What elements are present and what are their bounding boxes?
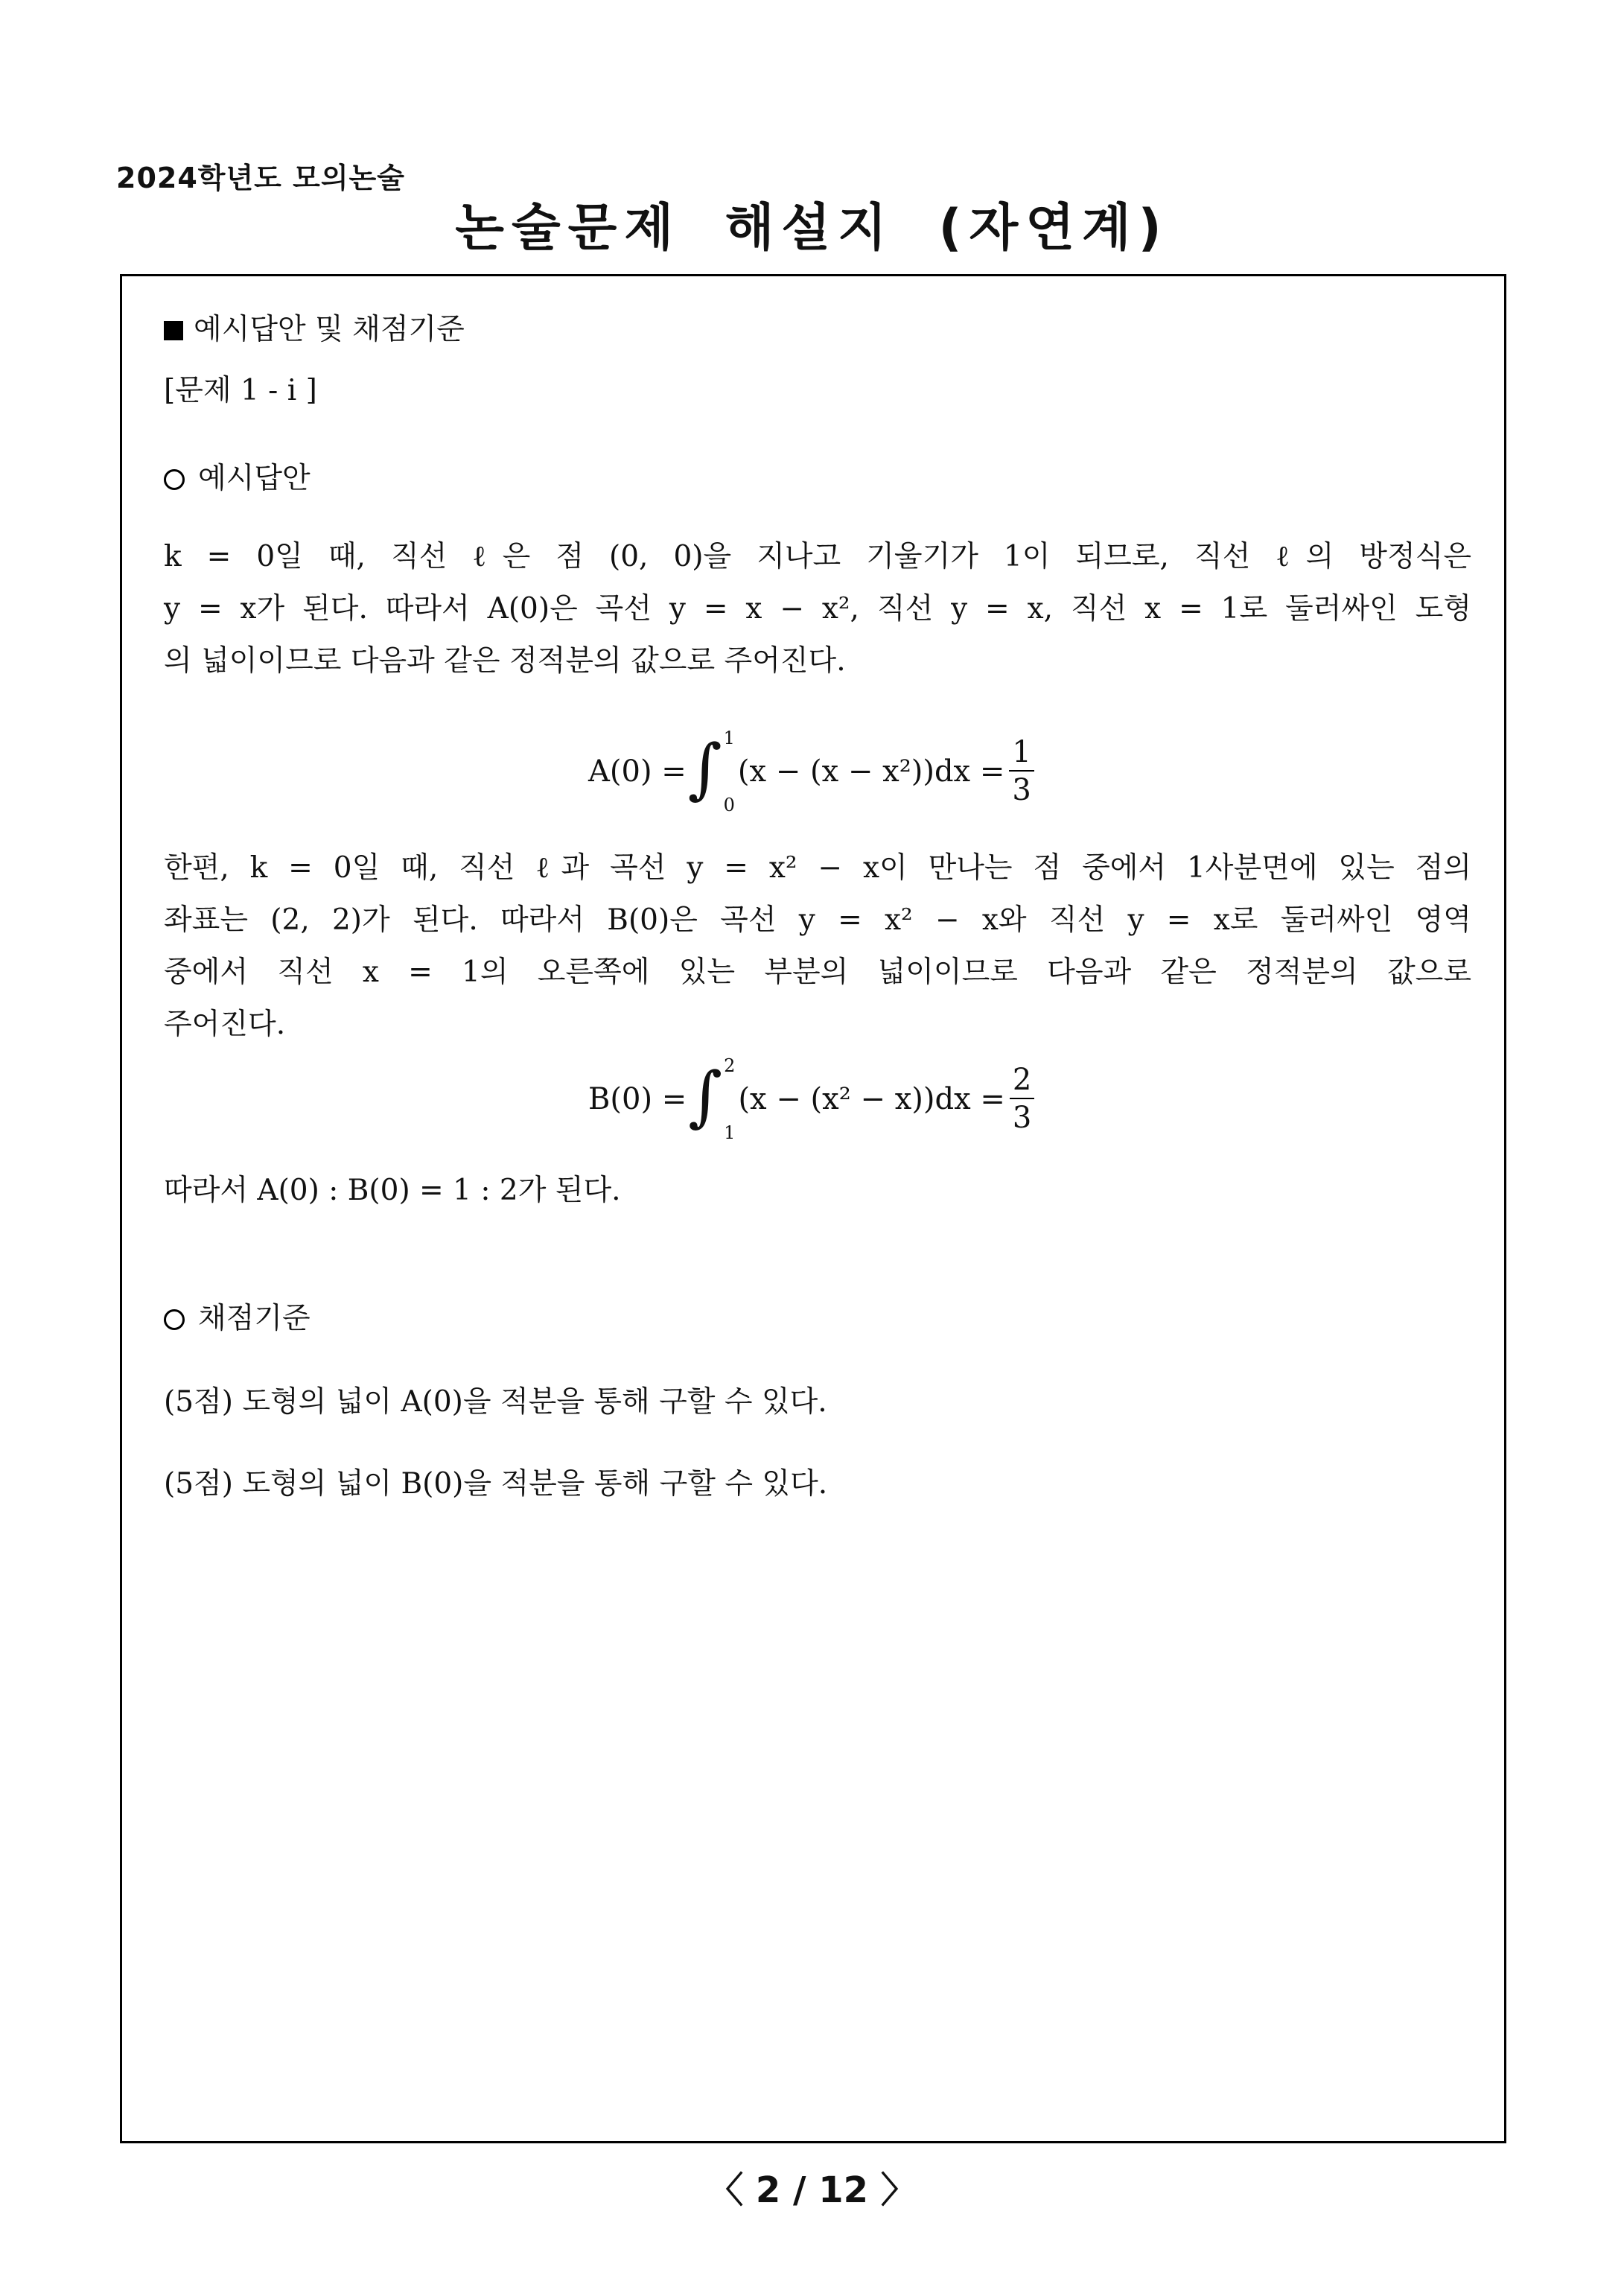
upper-limit: 1 xyxy=(723,728,735,748)
lower-limit: 0 xyxy=(723,795,735,815)
exam-year-label: 2024학년도 모의논술 xyxy=(116,162,405,194)
paragraph-line: 의 넓이이므로 다음과 같은 정적분의 값으로 주어진다. xyxy=(164,644,846,678)
answer-paragraph-1 xyxy=(164,531,1471,687)
integrand: (x − (x − x²))dx = xyxy=(737,754,1005,789)
answer-paragraph-2 xyxy=(164,842,1471,1051)
criteria-item: (5점) 도형의 넓이 B(0)을 적분을 통해 구할 수 있다. xyxy=(164,1467,828,1501)
equation-lhs: A(0) = xyxy=(588,754,687,789)
equation-lhs: B(0) = xyxy=(588,1082,687,1116)
denominator: 3 xyxy=(1012,1101,1032,1135)
numerator: 2 xyxy=(1010,1062,1034,1099)
criteria-item: (5점) 도형의 넓이 A(0)을 적분을 통해 구할 수 있다. xyxy=(164,1385,827,1419)
integral-sign-icon: ∫ xyxy=(688,1058,723,1134)
denominator: 3 xyxy=(1012,773,1031,807)
page-number: 〈 2 / 12 〉 xyxy=(707,2169,917,2211)
numerator: 1 xyxy=(1009,734,1034,772)
integrand: (x − (x² − x))dx = xyxy=(738,1082,1005,1116)
upper-limit: 2 xyxy=(724,1055,736,1076)
criteria-heading xyxy=(164,1295,311,1337)
paragraph-line: 중에서 직선 x = 1의 오른쪽에 있는 부분의 넓이이므로 다음과 같은 정적분의 값으로 xyxy=(164,955,1471,989)
criteria-heading-text: 채점기준 xyxy=(198,1302,311,1335)
black-square-bullet-icon xyxy=(164,321,183,340)
fraction xyxy=(1010,1062,1034,1136)
paragraph-line: 좌표는 (2, 2)가 된다. 따라서 B(0)은 곡선 y = x² − x와 직선 y = x로 둘러싸인 영역 xyxy=(164,903,1471,937)
equation-b0 xyxy=(588,1055,1034,1143)
page-title: 논술문제 해설지 (자연계) xyxy=(455,199,1169,258)
paragraph-line: 한편, k = 0일 때, 직선 ℓ과 곡선 y = x² − x이 만나는 점 중에서 1사분면에 있는 점의 xyxy=(164,851,1471,885)
section-title-text: 예시답안 및 채점기준 xyxy=(194,313,465,346)
circle-bullet-icon xyxy=(164,1309,185,1330)
answer-heading-text: 예시답안 xyxy=(198,462,311,495)
conclusion: 따라서 A(0) : B(0) = 1 : 2가 된다. xyxy=(164,1174,621,1207)
paragraph-line: y = x가 된다. 따라서 A(0)은 곡선 y = x − x², 직선 y = x, 직선 x = 1로 둘러싸인 도형 xyxy=(164,592,1471,626)
lower-limit: 1 xyxy=(724,1122,736,1143)
section-title xyxy=(164,306,465,348)
fraction xyxy=(1009,734,1034,809)
integral-limits xyxy=(724,1055,735,1143)
equation-a0 xyxy=(588,728,1034,815)
integral-limits xyxy=(724,728,735,815)
answer-box xyxy=(120,274,1506,2143)
problem-label: [문제 1 - i ] xyxy=(164,374,317,407)
answer-heading xyxy=(164,455,311,497)
paragraph-line: k = 0일 때, 직선 ℓ은 점 (0, 0)을 지나고 기울기가 1이 되므로, 직선 ℓ의 방정식은 xyxy=(164,540,1471,573)
integral-sign-icon: ∫ xyxy=(687,730,722,807)
paragraph-line: 주어진다. xyxy=(164,1008,286,1041)
circle-bullet-icon xyxy=(164,469,185,490)
